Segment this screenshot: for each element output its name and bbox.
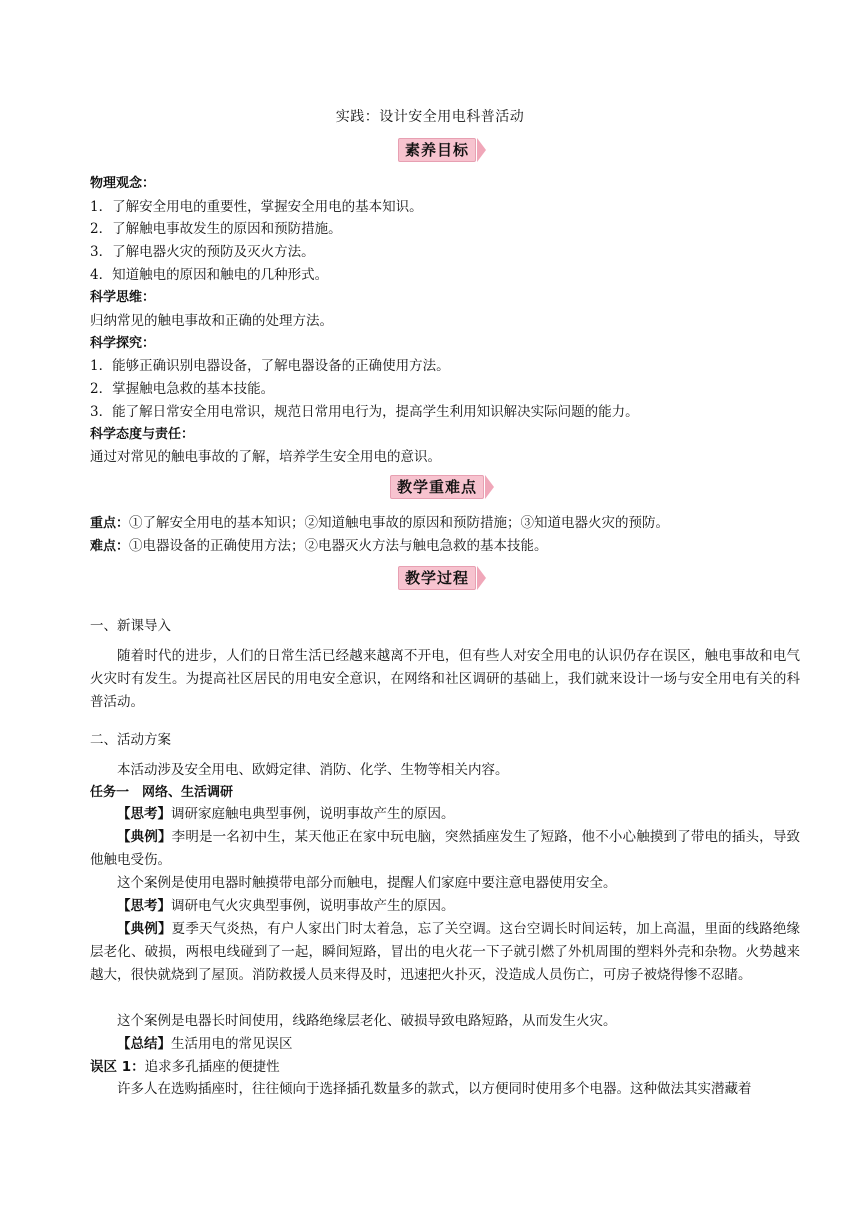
attitude-label: 科学态度与责任： [90,427,195,442]
section1-heading: 一、新课导入 [90,618,171,634]
thinking-label: 科学思维： [90,290,156,305]
process-banner-label: 教学过程 [398,566,476,590]
case2-paragraph: 这个案例是电器长时间使用，线路绝缘层老化、破损导致电路短路，从而发生火灾。 [117,1013,617,1029]
physics-item: 3．了解电器火灾的预防及灭火方法。 [90,244,315,260]
think1-paragraph [90,803,800,826]
example2-label: 【典例】 [117,921,172,937]
section2-intro: 本活动涉及安全用电、欧姆定律、消防、化学、生物等相关内容。 [117,762,509,778]
think1-label: 【思考】 [117,806,171,822]
think1-text: 调研家庭触电典型事例，说明事故产生的原因。 [171,806,455,822]
goals-banner [398,138,486,162]
thinking-text: 归纳常见的触电事故和正确的处理方法。 [90,313,333,329]
summary-label: 【总结】 [117,1036,171,1052]
myth1-label: 误区 1： [90,1059,145,1075]
section1-paragraph: 随着时代的进步，人们的日常生活已经越来越离不开电，但有些人对安全用电的认识仍存在误区，触电事故和电气火灾时有发生。为提高社区居民的用电安全意识，在网络和社区调研的基础上，我们就来设计一场与安全用电有关的科普活动。 [90,648,800,710]
key-points-banner [390,475,494,499]
example1-paragraph [90,826,800,872]
goals-banner-label: 素养目标 [398,138,476,162]
banner-arrow-icon [477,138,486,162]
inquiry-label: 科学探究： [90,336,156,351]
banner-arrow-icon [477,566,486,590]
process-banner [398,566,486,590]
focus-text: ①了解安全用电的基本知识；②知道触电事故的原因和预防措施；③知道电器火灾的预防。 [129,515,670,531]
physics-concept-label: 物理观念： [90,176,156,191]
myth1-text: 追求多孔插座的便捷性 [144,1059,280,1075]
inquiry-item: 3．能了解日常安全用电常识，规范日常用电行为，提高学生利用知识解决实际问题的能力。 [90,404,639,420]
example1-label: 【典例】 [117,829,172,845]
case1-paragraph: 这个案例是使用电器时触摸带电部分而触电，提醒人们家庭中要注意电器使用安全。 [117,875,617,891]
think2-paragraph [90,895,800,918]
example2-text: 夏季天气炎热，有户人家出门时太着急，忘了关空调。这台空调长时间运转，加上高温，里面的线路绝缘层老化、破损，两根电线碰到了一起，瞬间短路，冒出的电火花一下子就引燃了外机周围的塑料外壳和杂物。火势越来越大，很快就烧到了屋顶。消防救援人员来得及时，迅速把火扑灭，没造成人员伤亡，可房子被烧得惨不忍睹。 [90,921,801,983]
think2-label: 【思考】 [117,898,171,914]
inquiry-item: 2．掌握触电急救的基本技能。 [90,381,275,397]
difficulty-line [90,537,548,556]
physics-item: 2．了解触电事故发生的原因和预防措施。 [90,221,342,237]
difficulty-text: ①电器设备的正确使用方法；②电器灭火方法与触电急救的基本技能。 [129,538,548,554]
focus-line [90,514,669,533]
task1-heading: 任务一 网络、生活调研 [90,785,234,800]
page-title: 实践：设计安全用电科普活动 [335,109,525,125]
think2-text: 调研电气火灾典型事例，说明事故产生的原因。 [171,898,455,914]
myth1-line [90,1056,800,1079]
banner-arrow-icon [485,475,494,499]
physics-item: 1．了解安全用电的重要性，掌握安全用电的基本知识。 [90,199,423,215]
example1-text: 李明是一名初中生，某天他正在家中玩电脑，突然插座发生了短路，他不小心触摸到了带电的插头，导致他触电受伤。 [90,829,801,868]
myth1-paragraph: 许多人在选购插座时，往往倾向于选择插孔数量多的款式，以方便同时使用多个电器。这种做法其实潜藏着 [117,1081,752,1097]
physics-item: 4．知道触电的原因和触电的几种形式。 [90,267,329,283]
attitude-text: 通过对常见的触电事故的了解，培养学生安全用电的意识。 [90,449,441,465]
example2-paragraph [90,918,800,987]
focus-label: 重点： [90,516,130,531]
summary-paragraph [90,1033,800,1056]
section2-heading: 二、活动方案 [90,732,171,748]
summary-text: 生活用电的常见误区 [171,1036,293,1052]
key-points-banner-label: 教学重难点 [390,475,484,499]
difficulty-label: 难点： [90,539,130,554]
inquiry-item: 1．能够正确识别电器设备，了解电器设备的正确使用方法。 [90,358,450,374]
